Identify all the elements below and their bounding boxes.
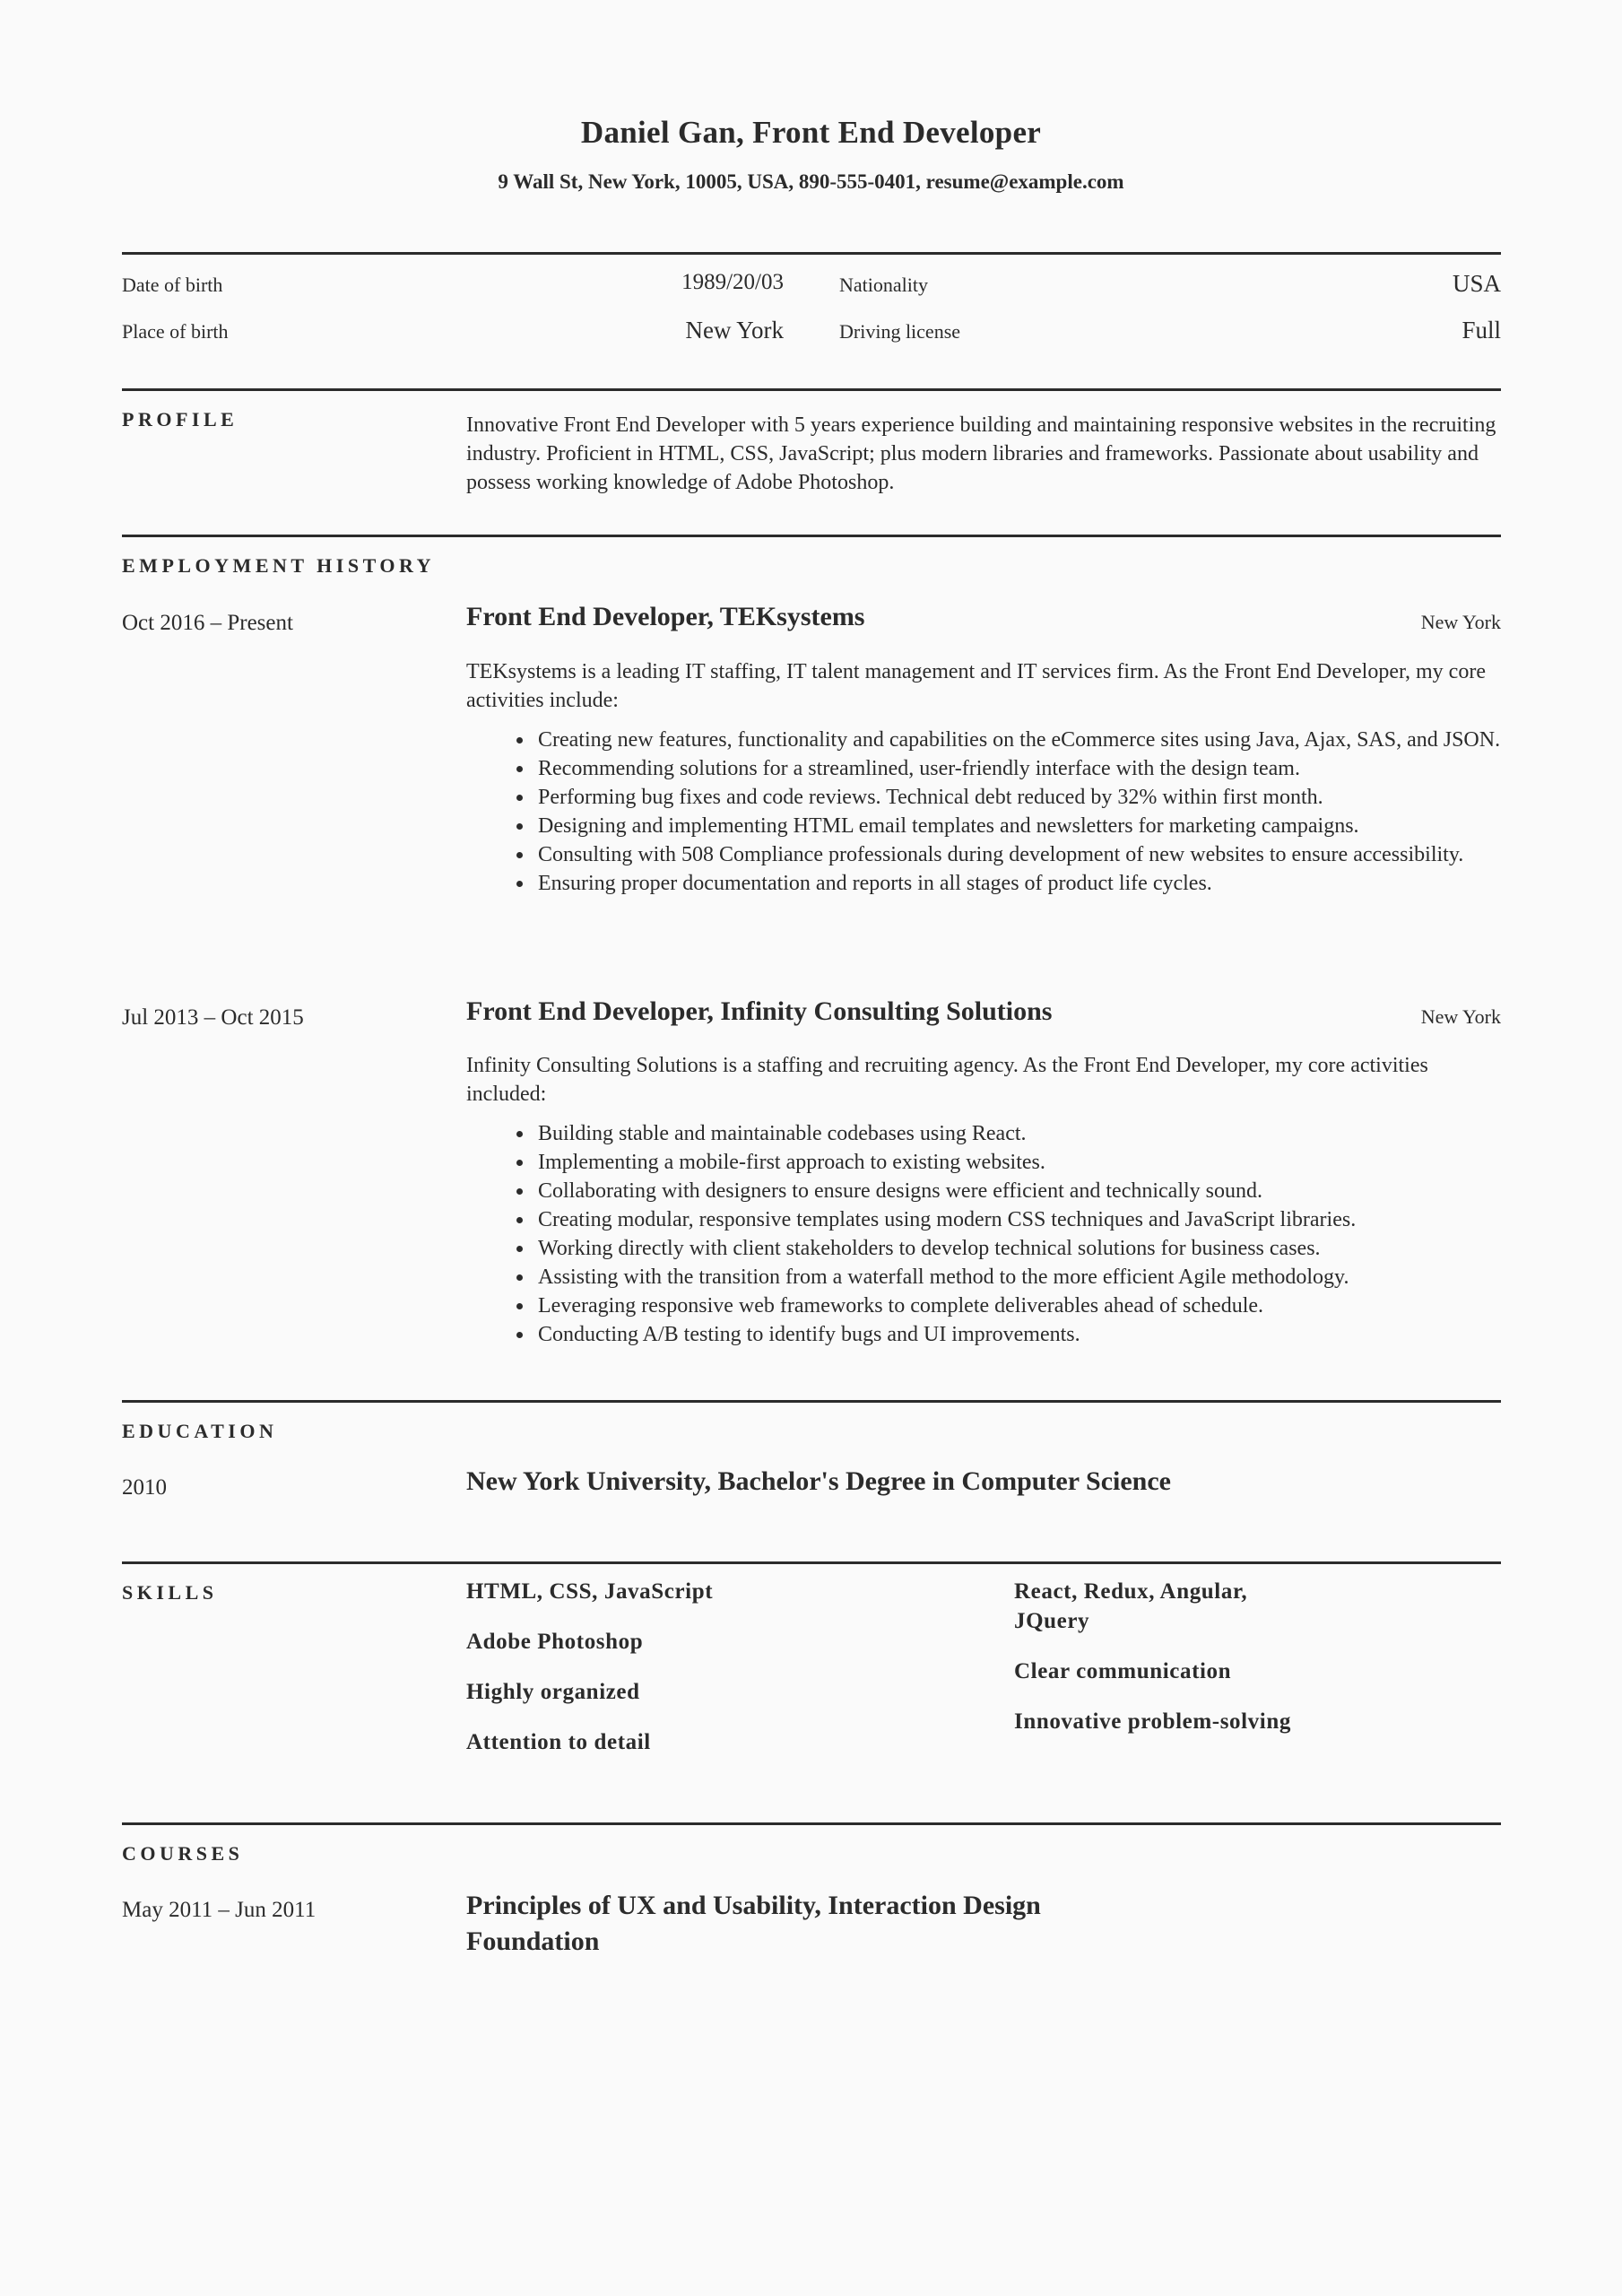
skills-heading: SKILLS [122, 1581, 218, 1604]
list-item: • Building stable and maintainable codebases using React. [534, 1119, 1501, 1148]
list-item: • Recommending solutions for a streamlined, user-friendly interface with the design team. [534, 754, 1501, 783]
course-title: Principles of UX and Usability, Interaction Design Foundation [466, 1891, 1041, 1956]
profile-text: Innovative Front End Developer with 5 years experience building and maintaining responsive websites in the recruiting industry. Proficient in HTML, CSS, JavaScript; plus modern libraries and frameworks. Passionate about usability and possess working knowledge of Adobe Photoshop. [466, 413, 1496, 494]
list-item: • Designing and implementing HTML email templates and newsletters for marketing campaigns. [534, 812, 1501, 840]
skill-item: Innovative problem-solving [1014, 1709, 1291, 1734]
job-location: New York [1420, 1005, 1501, 1028]
divider [122, 388, 1501, 391]
divider [122, 1822, 1501, 1825]
list-item: • Conducting A/B testing to identify bugs and UI improvements. [534, 1320, 1501, 1349]
skill-item: HTML, CSS, JavaScript [466, 1579, 714, 1604]
nationality-value: USA [1452, 270, 1501, 297]
job-title: Front End Developer, TEKsystems [466, 602, 865, 631]
job-dates: Oct 2016 – Present [122, 611, 293, 635]
dob-label: Date of birth [122, 274, 223, 296]
divider [122, 535, 1501, 537]
list-item: • Performing bug fixes and code reviews. Technical debt reduced by 32% within first month. [534, 783, 1501, 812]
divider [122, 1400, 1501, 1403]
list-item: • Assisting with the transition from a waterfall method to the more efficient Agile methodology. [534, 1263, 1501, 1292]
job-dates: Jul 2013 – Oct 2015 [122, 1005, 304, 1030]
job-bullets [466, 726, 1501, 898]
education-heading: EDUCATION [122, 1420, 278, 1442]
divider [122, 252, 1501, 255]
pob-value: New York [685, 317, 784, 344]
job-summary: TEKsystems is a leading IT staffing, IT talent management and IT services firm. As the Front End Developer, my core activities include: [466, 660, 1486, 712]
job-bullets [466, 1119, 1501, 1349]
course-dates: May 2011 – Jun 2011 [122, 1898, 317, 1922]
candidate-name: Daniel Gan, Front End Developer [580, 115, 1042, 150]
license-value: Full [1462, 317, 1501, 344]
job-summary: Infinity Consulting Solutions is a staffing and recruiting agency. As the Front End Developer, my core activities included: [466, 1054, 1428, 1106]
job-title: Front End Developer, Infinity Consulting Solutions [466, 996, 1053, 1026]
list-item: • Implementing a mobile-first approach to existing websites. [534, 1148, 1501, 1177]
skill-item: React, Redux, Angular, JQuery [1014, 1579, 1248, 1633]
list-item: • Leveraging responsive web frameworks to complete deliverables ahead of schedule. [534, 1292, 1501, 1320]
education-year: 2010 [122, 1475, 167, 1500]
education-title: New York University, Bachelor's Degree in Computer Science [466, 1466, 1171, 1496]
dob-value: 1989/20/03 [681, 270, 784, 294]
list-item: • Working directly with client stakeholders to develop technical solutions for business cases. [534, 1234, 1501, 1263]
license-label: Driving license [839, 320, 961, 343]
resume-header [0, 115, 1622, 194]
list-item: • Collaborating with designers to ensure designs were efficient and technically sound. [534, 1177, 1501, 1205]
employment-heading: EMPLOYMENT HISTORY [122, 554, 435, 577]
contact-line: 9 Wall St, New York, 10005, USA, 890-555-0401, resume@example.com [498, 170, 1124, 193]
pob-label: Place of birth [122, 320, 229, 343]
courses-heading: COURSES [122, 1842, 244, 1865]
nationality-label: Nationality [839, 274, 928, 296]
skill-item: Clear communication [1014, 1659, 1232, 1683]
list-item: • Creating new features, functionality and capabilities on the eCommerce sites using Java, Ajax, SAS, and JSON. [534, 726, 1501, 754]
list-item: • Creating modular, responsive templates using modern CSS techniques and JavaScript libraries. [534, 1205, 1501, 1234]
divider [122, 1561, 1501, 1564]
skill-item: Highly organized [466, 1680, 640, 1704]
profile-heading: PROFILE [122, 408, 239, 430]
skill-item: Attention to detail [466, 1730, 651, 1754]
list-item: • Consulting with 508 Compliance professionals during development of new websites to ensure accessibility. [534, 840, 1501, 869]
job-location: New York [1420, 611, 1501, 633]
skill-item: Adobe Photoshop [466, 1630, 644, 1654]
list-item: • Ensuring proper documentation and reports in all stages of product life cycles. [534, 869, 1501, 898]
